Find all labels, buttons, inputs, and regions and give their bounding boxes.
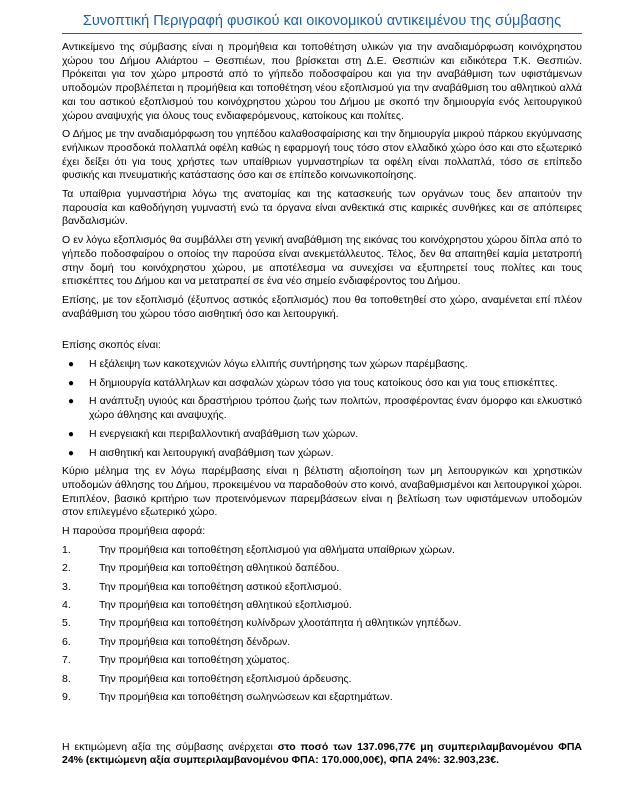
paragraph-smart-equipment: Επίσης, με τον εξοπλισμό (έξυπνος αστικός εξοπλισμός) που θα τοποθετηθεί στο χώρο, αναμένεται επί πλέον αναβάθμιση του χώρου τόσο αισθητική όσο και λειτουργική.: [62, 293, 582, 320]
list-item: ● Η δημιουργία κατάλληλων και ασφαλών χώρων τόσο για τους κατοίκους όσο και για τους επισκέπτες.: [68, 376, 558, 389]
page-title: Συνοπτική Περιγραφή φυσικού και οικονομικού αντικειμένου της σύμβασης: [62, 12, 582, 34]
list-item: 7. Την προμήθεια και τοποθέτηση χώματος.: [62, 654, 290, 667]
bullet-icon: ●: [68, 447, 75, 459]
list-item: 5. Την προμήθεια και τοποθέτηση κυλίνδρων χλοοτάπητα ή αθλητικών γηπέδων.: [62, 617, 462, 630]
paragraph-upgrade: Ο εν λόγω εξοπλισμός θα συμβάλλει στη γενική αναβάθμιση της εικόνας του κοινόχρηστου χώρου δίπλα από το γήπεδο ποδοσφαίρου ο οποίος την παρούσα είναι ανεκμετάλλευτος. Τέλος, δεν θα απαιτηθεί καμία μετατροπή στην δομή του κοινόχρηστου χώρου, με αποτέλεσμα να συνεχίσει να εξυπηρετεί τους πολίτες και τους επισκέπτες του Δήμου και να μετατραπεί σε ένα νέο σημείο ενδιαφέροντος του Δήμου.: [62, 234, 582, 288]
aims-list: [62, 358, 582, 460]
paragraph-outdoor-gyms: Τα υπαίθρια γυμναστήρια λόγω της ανατομίας και της κατασκευής των οργάνων τους δεν απαιτούν την παρουσία και καθοδήγηση γυμναστή ενώ τα όργανα είναι ανθεκτικά στις καιρικές συνθήκες και σε απόπειρες βανδαλισμών.: [62, 188, 582, 228]
document-page: [62, 12, 582, 773]
list-item: ● Η ενεργειακή και περιβαλλοντική αναβάθμιση των χώρων.: [68, 427, 359, 440]
contract-value-lead: Η εκτιμώμενη αξία της σύμβασης ανέρχεται: [62, 740, 278, 753]
contract-value-amount: στο ποσό των 137.096,77€ μη συμπεριλαμβανομένου ΦΠΑ 24% (εκτιμώμενη αξία συμπεριλαμβανομένου ΦΠΑ: 170.000,00€), ΦΠΑ 24%: 32.903,23€.: [62, 740, 582, 767]
supply-list: [62, 544, 582, 705]
bullet-icon: ●: [68, 359, 75, 371]
list-item: ● Η αισθητική και λειτουργική αναβάθμιση των χώρων.: [68, 446, 334, 459]
list-item: 6. Την προμήθεια και τοποθέτηση δένδρων.: [62, 635, 291, 648]
main-concern: Κύριο μέλημα της εν λόγω παρέμβασης είναι η βέλτιστη αξιοποίηση των μη λειτουργικών και χρηστικών υποδομών άθλησης του Δήμου, προκειμένου να παραδοθούν στο κοινό, αναβαθμισμένοι και λειτουργικοί χώροι. Επιπλέον, βασικό κριτήριο των προτεινόμενων παρεμβάσεων είναι η βελτίωση των υφιστάμενων υποδομών στον επιλεγμένο εξωτερικό χώρο.: [62, 465, 582, 519]
paragraph-subject: Αντικείμενο της σύμβασης είναι η προμήθεια και τοποθέτηση υλικών για την αναδιαμόρφωση κοινόχρηστου χώρου του Δήμου Αλιάρτου – Θεσπιέων, που βρίσκεται στη Δ.Ε. Θεσπιών και ειδικότερα Τ.Κ. Θεσπιών. Πρόκειται για τον χώρο μπροστά από το γήπεδο ποδοσφαίρου και για την αναβάθμιση των υφιστάμενων υποδομών προβλέπεται η προμήθεια και τοποθέτηση νέου εξοπλισμού για την αναβάθμιση του αθλητικού αλλά και του αστικού εξοπλισμού του κοινόχρηστου χώρου του Δήμου με σκοπό την δημιουργία ενός λειτουργικού χώρου αναψυχής για όλους τους ενδιαφερόμενους, κατοίκους και πολίτες.: [62, 41, 582, 122]
bullet-icon: ●: [68, 377, 75, 389]
list-item: 8. Την προμήθεια και τοποθέτηση εξοπλισμού άρδευσης.: [62, 672, 352, 685]
aims-intro: Επίσης σκοπός είναι:: [62, 339, 161, 352]
list-item: 3. Την προμήθεια και τοποθέτηση αστικού εξοπλισμού.: [62, 580, 342, 593]
supply-intro: Η παρούσα προμήθεια αφορά:: [62, 525, 206, 538]
list-item: ● Η εξάλειψη των κακοτεχνιών λόγω ελλιπής συντήρησης των χώρων παρέμβασης.: [68, 358, 468, 371]
list-item: 4. Την προμήθεια και τοποθέτηση αθλητικού εξοπλισμού.: [62, 598, 352, 611]
list-item: 2. Την προμήθεια και τοποθέτηση αθλητικού δαπέδου.: [62, 562, 340, 575]
list-item: 9. Την προμήθεια και τοποθέτηση σωληνώσεων και εξαρτημάτων.: [62, 690, 393, 703]
contract-value: [62, 741, 582, 768]
bullet-icon: ●: [68, 396, 75, 408]
list-item: ● Η ανάπτυξη υγιούς και δραστήριου τρόπου ζωής των πολιτών, προσφέροντας έναν όμορφο και ελκυστικό χώρο άθλησης και αναψυχής.: [68, 395, 582, 422]
list-item: 1. Την προμήθεια και τοποθέτηση εξοπλισμού για αθλήματα υπαίθριων χώρων.: [62, 543, 455, 556]
bullet-icon: ●: [68, 428, 75, 440]
paragraph-benefits: Ο Δήμος με την αναδιαμόρφωση του γηπέδου καλαθοσφαίρισης και την δημιουργία μικρού πάρκου εκγύμνασης ενήλικων προσδοκά πολλαπλά οφέλη καθώς η εφαρμογή τους τόσο στον ελλαδικό χώρο όσο και στο εξωτερικό έχει δείξει ότι για τους χρήστες των υπαίθριων γυμναστηρίων τα οφέλη είναι πολλαπλά, τόσο σε επίπεδο φυσικής και πνευματικής κατάστασης όσο και σε επίπεδο κοινωνικοποίησης.: [62, 128, 582, 182]
